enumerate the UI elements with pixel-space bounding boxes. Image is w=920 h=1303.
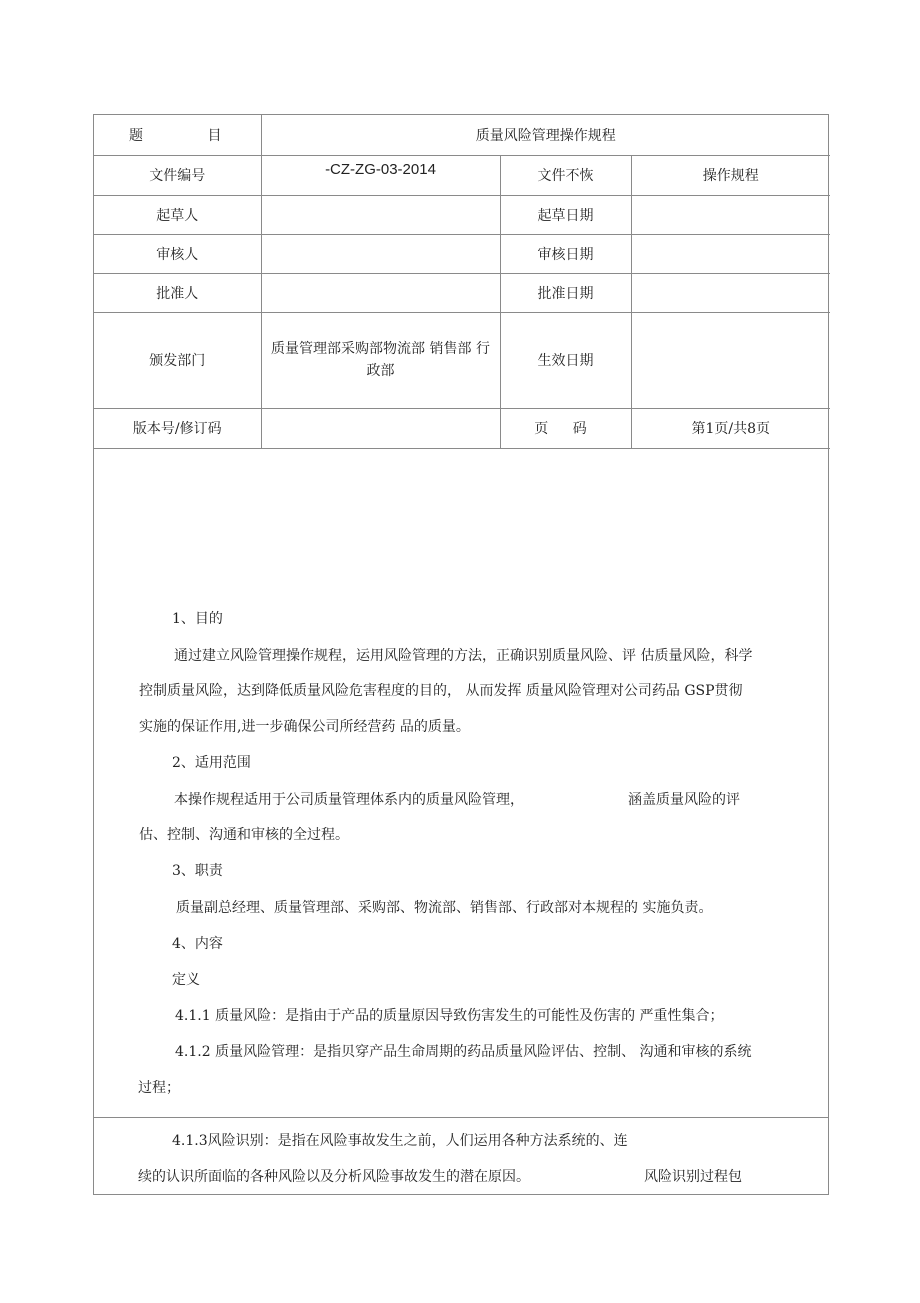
page-label: 页 码 [500, 408, 631, 448]
title-value: 质量风险管理操作规程 [261, 115, 830, 155]
content-section [94, 449, 828, 1117]
version-row [94, 408, 830, 448]
review-date-value [631, 234, 830, 273]
header-table [94, 115, 830, 449]
s413-line1: 4.1.3风险识别：是指在风险事故发生之前，人们运用各种方法系统的、连 [172, 1132, 628, 1149]
s413-line2b: 风险识别过程包 [644, 1168, 742, 1185]
title-label: 题 目 [94, 115, 261, 155]
doc-no-value: -CZ-ZG-03-2014 [325, 160, 436, 178]
title-row [94, 115, 830, 155]
s2-line2: 估、控制、沟通和审核的全过程。 [139, 826, 349, 843]
s3-line1: 质量副总经理、质量管理部、采购部、物流部、销售部、行政部对本规程的 实施负责。 [176, 899, 713, 916]
s4-heading: 4、内容 [172, 935, 223, 952]
drafter-value [261, 195, 500, 234]
drafter-label: 起草人 [94, 195, 261, 234]
approver-row [94, 273, 830, 312]
approve-date-label: 批准日期 [500, 273, 631, 312]
dept-value: 质量管理部采购部物流部 销售部 行政部 [261, 312, 500, 408]
s412-line2: 过程； [138, 1079, 180, 1096]
s1-line2: 控制质量风险，达到降低质量风险危害程度的目的， 从而发挥 质量风险管理对公司药品 GSP贯彻 [139, 682, 743, 699]
content-section-continued [94, 1117, 828, 1194]
doc-type-label: 文件不恢 [500, 155, 631, 195]
reviewer-row [94, 234, 830, 273]
s2-line1b: 涵盖质量风险的评 [628, 791, 740, 808]
s4-def: 定义 [172, 971, 200, 988]
effective-label: 生效日期 [500, 312, 631, 408]
s412-line1: 4.1.2 质量风险管理：是指贝穿产品生命周期的药品质量风险评估、控制、 沟通和审核的系统 [175, 1043, 752, 1060]
s2-line1a: 本操作规程适用于公司质量管理体系内的质量风险管理， [174, 791, 524, 808]
draft-date-value [631, 195, 830, 234]
s2-heading: 2、适用范围 [172, 754, 251, 771]
dept-row [94, 312, 830, 408]
dept-label: 颁发部门 [94, 312, 261, 408]
drafter-row [94, 195, 830, 234]
review-date-label: 审核日期 [500, 234, 631, 273]
version-label: 版本号/修订码 [94, 408, 261, 448]
document-frame [93, 114, 829, 1195]
reviewer-label: 审核人 [94, 234, 261, 273]
approver-value [261, 273, 500, 312]
reviewer-value [261, 234, 500, 273]
version-value [261, 408, 500, 448]
page-value: 第1页/共8页 [631, 408, 830, 448]
doc-no-label: 文件编号 [94, 155, 261, 195]
s413-line2a: 续的认识所面临的各种风险以及分析风险事故发生的潜在原因。 [138, 1168, 530, 1185]
s1-line1: 通过建立风险管理操作规程，运用风险管理的方法，正确识别质量风险、评 估质量风险，科学 [174, 647, 753, 664]
approve-date-value [631, 273, 830, 312]
doc-type-value: 操作规程 [631, 155, 830, 195]
s411-line: 4.1.1 质量风险：是指由于产品的质量原因导致伤害发生的可能性及伤害的 严重性集合； [175, 1007, 724, 1024]
draft-date-label: 起草日期 [500, 195, 631, 234]
s1-line3: 实施的保证作用,进一步确保公司所经营药 品的质量。 [139, 718, 470, 735]
approver-label: 批准人 [94, 273, 261, 312]
doc-no-cell [261, 155, 500, 195]
s1-heading: 1、目的 [172, 610, 223, 627]
effective-value [631, 312, 830, 408]
s3-heading: 3、职责 [172, 862, 223, 879]
doc-no-row [94, 155, 830, 195]
